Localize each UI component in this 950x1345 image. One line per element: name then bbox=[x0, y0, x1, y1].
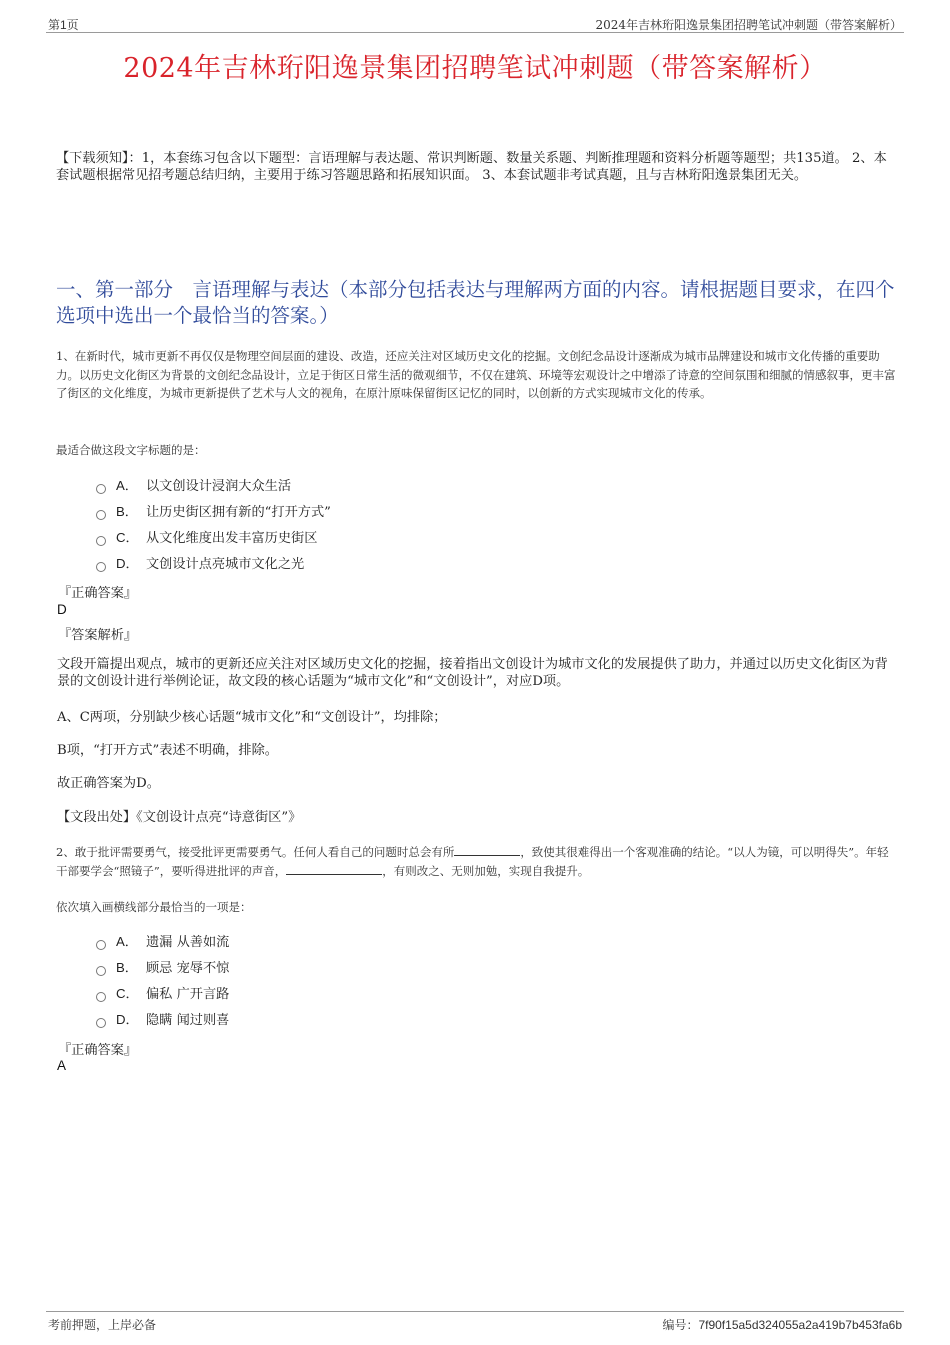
question-1-source: 【文段出处】《文创设计点亮“诗意街区”》 bbox=[57, 810, 302, 825]
page-number: 第1页 bbox=[48, 18, 79, 32]
question-1-option-a[interactable]: A． 以文创设计浸润大众生活 bbox=[96, 476, 291, 496]
question-2-answer-label: 『正确答案』 bbox=[58, 1043, 138, 1058]
question-2-prompt: 依次填入画横线部分最恰当的一项是： bbox=[56, 900, 252, 914]
question-2-option-a[interactable]: A． 遗漏 从善如流 bbox=[96, 932, 229, 952]
question-2-text: 2、敢于批评需要勇气，接受批评更需要勇气。任何人看自己的问题时总会有所 ，致使其很难得出一个客观准确的结论。“以人为镜，可以明得失”。年轻干部要学会“照镜子”，要听得进批评的声音， ，有则改之、无则加勉，实现自我提升。 bbox=[56, 845, 889, 878]
question-2-answer: A bbox=[57, 1058, 67, 1073]
fill-blank-2 bbox=[286, 862, 382, 875]
radio-icon[interactable] bbox=[96, 1018, 106, 1028]
footer-slogan: 考前押题，上岸必备 bbox=[48, 1318, 157, 1332]
question-2-option-b[interactable]: B． 顾忌 宠辱不惊 bbox=[96, 958, 229, 978]
question-1-analysis-2: A、C两项，分别缺少核心话题“城市文化”和“文创设计”，均排除； bbox=[57, 710, 447, 725]
page-footer bbox=[46, 1311, 904, 1332]
question-1-text: 1、在新时代，城市更新不再仅仅是物理空间层面的建设、改造，还应关注对区域历史文化的挖掘。文创纪念品设计逐渐成为城市品牌建设和城市文化传播的重要助力。以历史文化街区为背景的文创纪念品设计，立足于街区日常生活的微观细节，不仅在建筑、环境等宏观设计之中增添了诗意的空间氛围和细腻的情感叙事，更丰富了街区的文化维度，为城市更新提供了艺术与人文的视角，在原汁原味保留街区记忆的同时，以创新的方式实现城市文化的传承。 bbox=[56, 349, 896, 400]
radio-icon[interactable] bbox=[96, 510, 106, 520]
question-1-option-c[interactable]: C． 从文化维度出发丰富历史街区 bbox=[96, 528, 317, 548]
question-1-analysis-1: 文段开篇提出观点，城市的更新还应关注对区域历史文化的挖掘，接着指出文创设计为城市文化的发展提供了助力，并通过以历史文化街区为背景的文创设计进行举例论证，故文段的核心话题为“城市文化”和“文创设计”，对应D项。 bbox=[57, 657, 888, 689]
radio-icon[interactable] bbox=[96, 562, 106, 572]
page-header bbox=[46, 14, 904, 33]
radio-icon[interactable] bbox=[96, 484, 106, 494]
question-1-option-d[interactable]: D． 文创设计点亮城市文化之光 bbox=[96, 554, 304, 574]
fill-blank-1 bbox=[454, 843, 520, 856]
question-2-option-c[interactable]: C． 偏私 广开言路 bbox=[96, 984, 229, 1004]
footer-code: 编号：7f90f15a5d324055a2a419b7b453fa6b bbox=[662, 1318, 902, 1332]
header-doc-title: 2024年吉林珩阳逸景集团招聘笔试冲刺题（带答案解析） bbox=[595, 18, 902, 32]
question-1-option-b[interactable]: B． 让历史街区拥有新的“打开方式” bbox=[96, 502, 331, 522]
question-2-option-d[interactable]: D． 隐瞒 闻过则喜 bbox=[96, 1010, 229, 1030]
radio-icon[interactable] bbox=[96, 966, 106, 976]
radio-icon[interactable] bbox=[96, 992, 106, 1002]
question-1-analysis-label: 『答案解析』 bbox=[58, 628, 138, 643]
section-heading: 一、第一部分 言语理解与表达（本部分包括表达与理解两方面的内容。请根据题目要求，在四个选项中选出一个最恰当的答案。） bbox=[56, 278, 895, 327]
question-1-prompt: 最适合做这段文字标题的是： bbox=[56, 443, 206, 457]
question-1-answer: D bbox=[57, 602, 67, 617]
document-title: 2024年吉林珩阳逸景集团招聘笔试冲刺题（带答案解析） bbox=[123, 53, 827, 84]
radio-icon[interactable] bbox=[96, 940, 106, 950]
question-1-analysis-3: B项，“打开方式”表述不明确，排除。 bbox=[57, 743, 278, 758]
radio-icon[interactable] bbox=[96, 536, 106, 546]
question-1-analysis-4: 故正确答案为D。 bbox=[57, 776, 160, 791]
download-notice: 【下载须知】：1，本套练习包含以下题型：言语理解与表达题、常识判断题、数量关系题、判断推理题和资料分析题等题型；共135道。 2、本套试题根据常见招考题总结归纳，主要用于练习答题思路和拓展知识面。 3、本套试题非考试真题，且与吉林珩阳逸景集团无关。 bbox=[56, 151, 887, 183]
question-1-answer-label: 『正确答案』 bbox=[58, 586, 138, 601]
